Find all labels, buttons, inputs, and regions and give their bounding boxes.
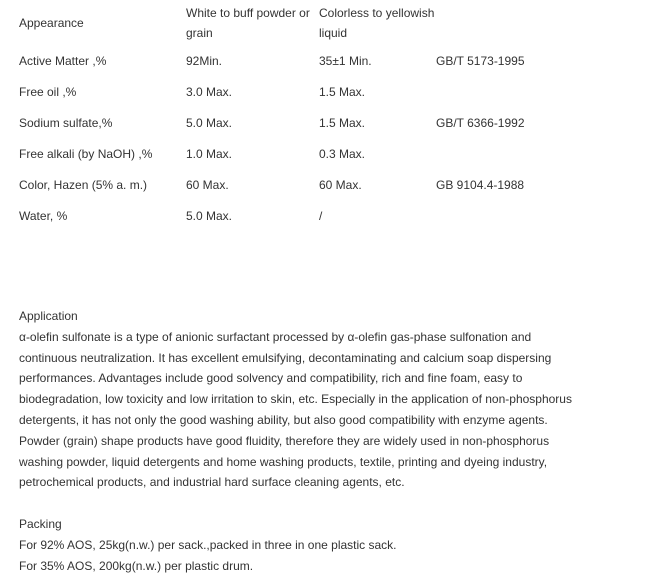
spec-name: Sodium sulfate,% [19,116,113,130]
application-line: continuous neutralization. It has excellent emulsifying, decontaminating and calcium soap dispersing [19,350,552,365]
packing-heading: Packing [19,517,62,531]
spec-row-free-alkali [19,139,639,170]
spec-name: Active Matter ,% [19,54,107,68]
spec-powder-value: 3.0 Max. [186,85,233,99]
spec-row-appearance [19,0,639,46]
spec-liquid-value: 35±1 Min. [319,54,372,68]
application-line: detergents, it has not only the good washing ability, but also good compatibility with enzyme agents. [19,412,548,427]
application-line: biodegradation, low toxicity and low irritation to skin, etc. Especially in the application of non-phosphorus [19,392,572,407]
spec-standard: GB 9104.4-1988 [436,178,525,192]
spec-row-active-matter [19,46,639,77]
spec-row-water [19,201,639,232]
spec-standard: GB/T 6366-1992 [436,116,525,130]
spec-powder-value: 1.0 Max. [186,147,233,161]
spec-liquid-value: Colorless to yellowish liquid [319,6,435,40]
application-line: performances. Advantages include good solvency and compatibility, rich and fine foam, easy to [19,371,523,386]
spec-powder-value: White to buff powder or grain [186,6,310,40]
packing-line: For 35% AOS, 200kg(n.w.) per plastic drum. [19,558,254,573]
spec-name: Appearance [19,16,84,30]
spec-row-free-oil [19,77,639,108]
spec-liquid-value: / [319,209,323,223]
spec-name: Water, % [19,209,68,223]
spec-liquid-value: 1.5 Max. [319,116,366,130]
spec-liquid-value: 60 Max. [319,178,362,192]
application-line: washing powder, liquid detergents and home washing products, textile, printing and dyeing industry, [19,454,548,469]
spec-powder-value: 5.0 Max. [186,116,233,130]
application-section [19,306,639,493]
spec-standard: GB/T 5173-1995 [436,54,525,68]
spec-row-sodium-sulfate [19,108,639,139]
application-line: Powder (grain) shape products have good fluidity, therefore they are widely used in non-phosphorus [19,433,550,448]
application-heading: Application [19,309,78,323]
spec-row-color [19,170,639,201]
packing-section [19,514,639,576]
spec-powder-value: 60 Max. [186,178,229,192]
application-line: α-olefin sulfonate is a type of anionic surfactant processed by α-olefin gas-phase sulfonation and [19,329,532,344]
spec-name: Free oil ,% [19,85,77,99]
spec-name: Free alkali (by NaOH) ,% [19,147,153,161]
application-line: petrochemical products, and industrial hard surface cleaning agents, etc. [19,475,405,490]
spec-liquid-value: 1.5 Max. [319,85,366,99]
packing-line: For 92% AOS, 25kg(n.w.) per sack.,packed in three in one plastic sack. [19,537,397,552]
spec-powder-value: 5.0 Max. [186,209,233,223]
spec-table [19,0,639,232]
spec-name: Color, Hazen (5% a. m.) [19,178,148,192]
spec-liquid-value: 0.3 Max. [319,147,366,161]
spec-powder-value: 92Min. [186,54,223,68]
